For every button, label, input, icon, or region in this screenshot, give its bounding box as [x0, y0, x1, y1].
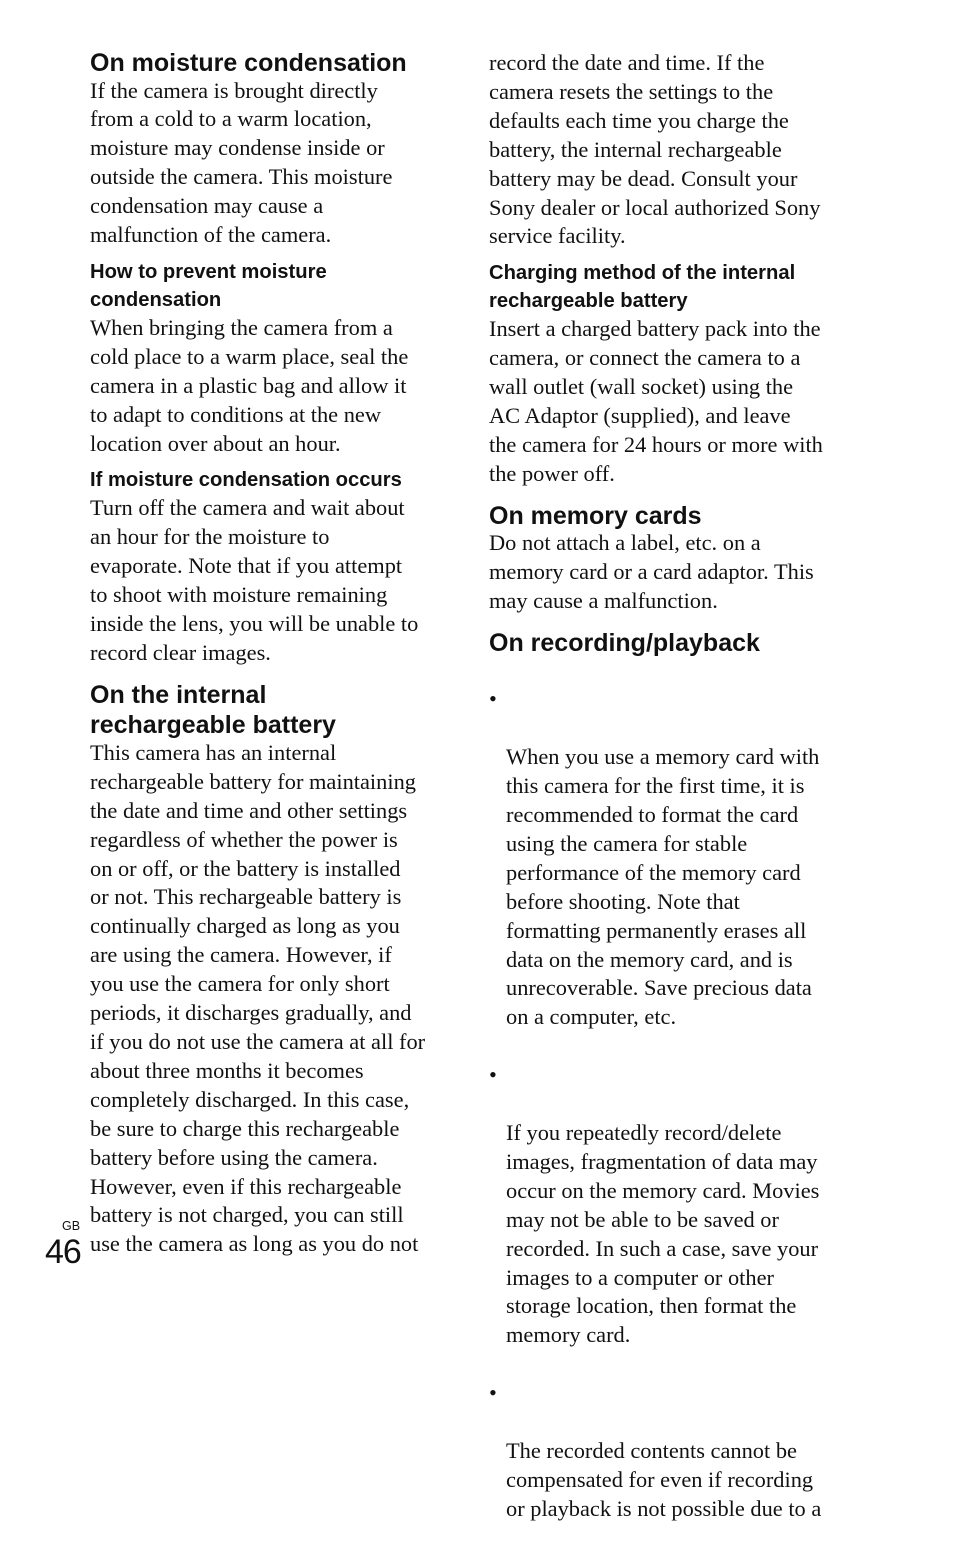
battery-body: This camera has an internal rechargeable battery for maintaining the date and time and other settings regardless of whether the power is on or off, or the battery is installed or not. This rechargeable battery is continually charged as long as you are using the camera. However, if you use the camera for only short periods, it discharges gradually, and if you do not use the camera at all for about three months it becomes completely discharged. In this case, be sure to charge this rechargeable battery before using the camera. However, even if this rechargeable battery is not charged, you can still use the camera as long as you do not — [90, 739, 426, 1257]
prevent-heading: How to prevent moisture condensation — [90, 260, 327, 311]
list-item — [489, 685, 841, 1032]
prevent-body: When bringing the camera from a cold place to a warm place, seal the camera in a plastic bag and allow it to adapt to conditions at the new location over about an hour. — [90, 314, 409, 456]
occurs-heading: If moisture condensation occurs — [90, 469, 402, 492]
memory-cards-heading: On memory cards — [489, 501, 702, 530]
page-number: 46 — [45, 1233, 81, 1271]
list-item — [489, 1379, 841, 1524]
charging-heading: Charging method of the internal rechargeable battery — [489, 262, 796, 313]
recording-heading: On recording/playback — [489, 629, 760, 657]
bullet-icon: • — [489, 1062, 497, 1088]
recording-bullet-list — [489, 657, 841, 1553]
moisture-heading: On moisture condensation — [90, 49, 407, 77]
memory-cards-body: Do not attach a label, etc. on a memory card or a card adaptor. This may cause a malfunction. — [489, 530, 814, 614]
bullet-icon: • — [489, 1380, 497, 1406]
battery-heading: On the internal rechargeable battery — [90, 680, 336, 740]
charging-body: Insert a charged battery pack into the camera, or connect the camera to a wall outlet (wall socket) using the AC Adaptor (supplied), and leave the camera for 24 hours or more with the power off. — [489, 316, 823, 486]
bullet-icon: • — [489, 686, 497, 712]
bullet-text: When you use a memory card with this camera for the first time, it is recommended to format the card using the camera for stable performance of the memory card before shooting. Note that formatting permanently erases all data on the memory card, and is unrecoverable. Save precious data on a computer, etc. — [506, 744, 820, 1030]
moisture-body: If the camera is brought directly from a cold to a warm location, moisture may condense inside or outside the camera. This moisture condensation may cause a malfunction of the camera. — [90, 77, 393, 248]
occurs-body: Turn off the camera and wait about an hour for the moisture to evaporate. Note that if you attempt to shoot with moisture remaining inside the lens, you will be unable to record clear images. — [90, 495, 419, 665]
list-item — [489, 1061, 841, 1350]
battery-continued-body: record the date and time. If the camera resets the settings to the defaults each time you charge the battery, the internal rechargeable battery may be dead. Consult your Sony dealer or local authorized Sony service facility. — [489, 50, 821, 249]
bullet-text: The recorded contents cannot be compensated for even if recording or playback is not possible due to a — [506, 1437, 822, 1521]
language-code: GB — [62, 1219, 81, 1233]
left-column — [90, 48, 444, 1259]
right-column — [489, 48, 841, 1553]
bullet-text: If you repeatedly record/delete images, fragmentation of data may occur on the memory card. Movies may not be able to be saved or recorded. In such a case, save your images to a computer or other storage location, then format the memory card. — [506, 1120, 820, 1348]
